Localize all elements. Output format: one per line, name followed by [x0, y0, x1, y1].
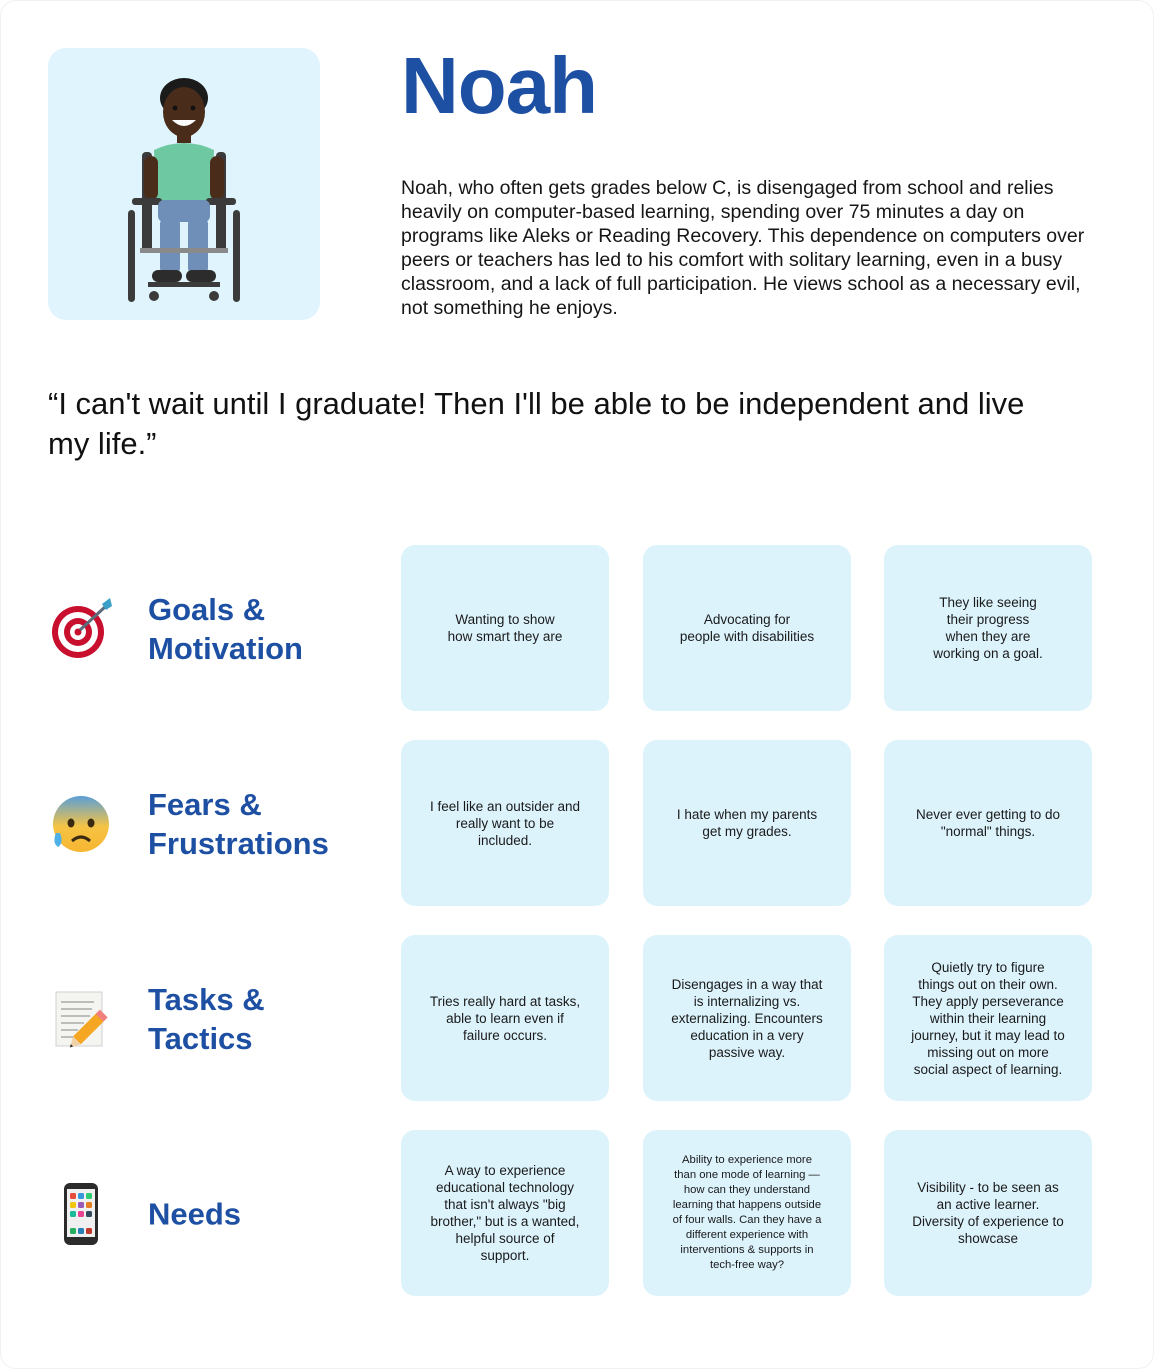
fear-card-3: Never ever getting to do "normal" things.	[884, 740, 1092, 906]
goal-card-2: Advocating for people with disabilities	[643, 545, 851, 711]
goal-card-3: They like seeing their progress when they are working on a goal.	[884, 545, 1092, 711]
section-goals-motivation	[48, 545, 1108, 713]
section-needs	[48, 1130, 1108, 1298]
section-title: Needs	[148, 1196, 242, 1232]
person-in-wheelchair-icon	[128, 70, 240, 302]
task-card-1: Tries really hard at tasks, able to learn even if failure occurs.	[401, 935, 609, 1101]
goal-card-1: Wanting to show how smart they are	[401, 545, 609, 711]
need-card-2: Ability to experience more than one mode of learning — how can they understand learning that happens outside of four walls. Can they have a different experience with interventions & supports in tech-free way?	[643, 1130, 851, 1296]
section-title: Tasks & Tactics	[148, 982, 265, 1056]
section-fears-frustrations	[48, 740, 1108, 908]
avatar	[48, 48, 320, 320]
persona-quote: “I can't wait until I graduate! Then I'll be able to be independent and live my life.”	[48, 386, 1025, 461]
section-title: Fears & Frustrations	[148, 787, 329, 861]
persona-bio: Noah, who often gets grades below C, is disengaged from school and relies heavily on computer-based learning, spending over 75 minutes a day on programs like Aleks or Reading Recovery. This dependence on computers over peers or teachers has led to his comfort with solitary learning, even in a busy classroom, and a lack of full participation. He views school as a necessary evil, not something he enjoys.	[401, 177, 1085, 319]
fear-card-1: I feel like an outsider and really want to be included.	[401, 740, 609, 906]
task-card-2: Disengages in a way that is internalizing vs. externalizing. Encounters education in a very passive way.	[643, 935, 851, 1101]
need-card-1: A way to experience educational technology that isn't always "big brother," but is a wanted, helpful source of support.	[401, 1130, 609, 1296]
memo-pencil-icon	[48, 986, 114, 1052]
task-card-3: Quietly try to figure things out on their own. They apply perseverance within their learning journey, but it may lead to missing out on more social aspect of learning.	[884, 935, 1092, 1101]
fear-card-2: I hate when my parents get my grades.	[643, 740, 851, 906]
section-title: Goals & Motivation	[148, 592, 303, 666]
need-card-3: Visibility - to be seen as an active learner. Diversity of experience to showcase	[884, 1130, 1092, 1296]
persona-name: Noah	[401, 41, 597, 130]
target-icon	[48, 596, 114, 662]
anxious-face-icon	[48, 791, 114, 857]
mobile-phone-icon	[48, 1181, 114, 1247]
section-tasks-tactics	[48, 935, 1108, 1103]
